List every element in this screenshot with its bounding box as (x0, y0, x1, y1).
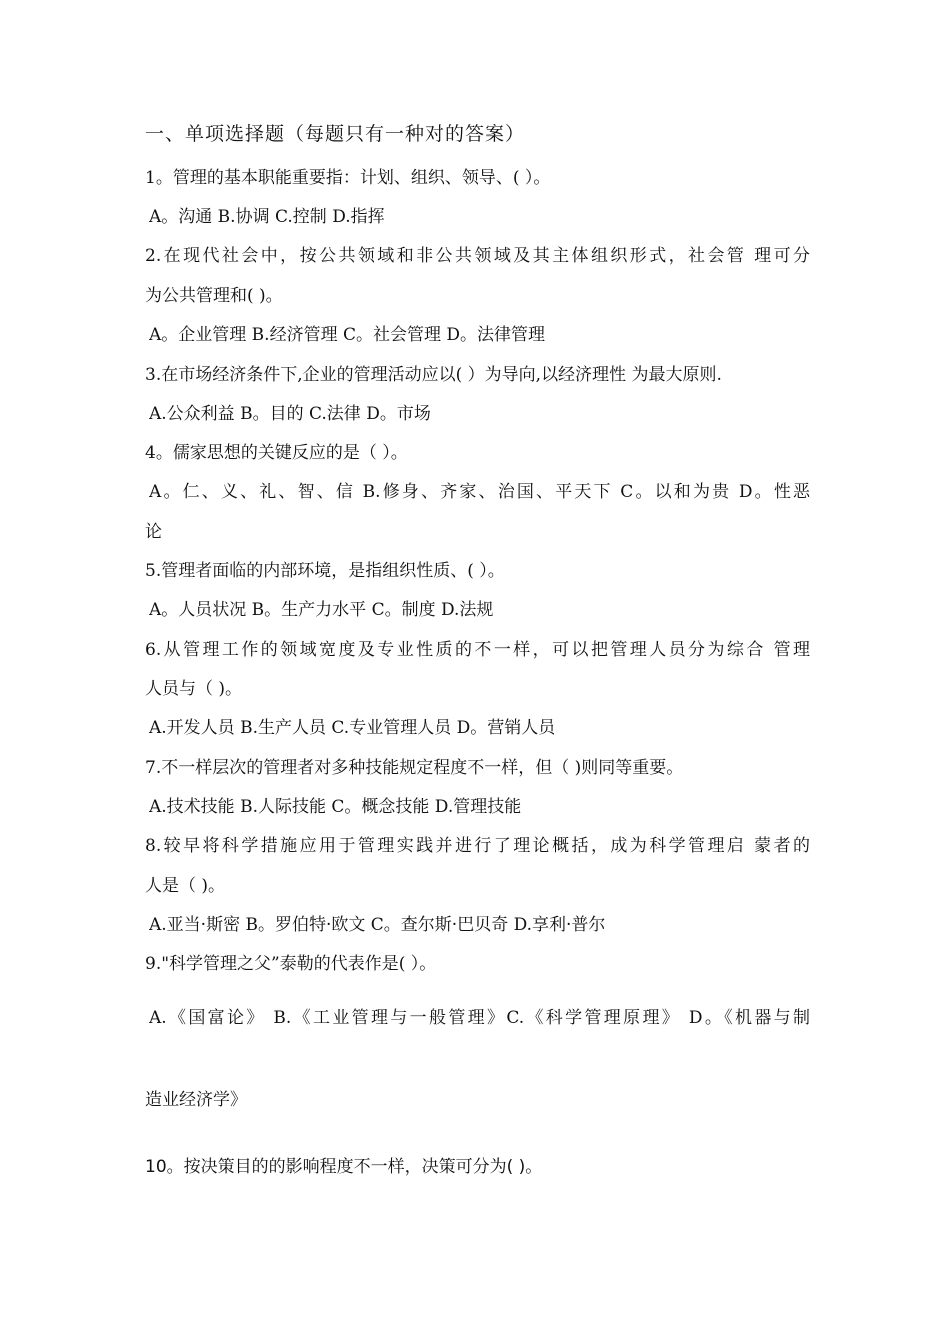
question-8-text-cont: 人是（ )。 (145, 876, 226, 896)
question-6-text: 6.从管理工作的领域宽度及专业性质的不一样，可以把管理人员分为综合 管理 (145, 640, 810, 660)
question-6-options: A.开发人员 B.生产人员 C.专业管理人员 D。营销人员 (149, 718, 556, 738)
question-2-options: A。企业管理 B.经济管理 C。社会管理 D。法律管理 (149, 325, 546, 345)
question-4-text: 4。儒家思想的关键反应的是（ ）。 (145, 443, 408, 463)
section-heading: 一、单项选择题（每题只有一种对的答案） (145, 123, 526, 145)
question-6-text-cont: 人员与（ )。 (145, 679, 243, 699)
question-8-options: A.亚当·斯密 B。罗伯特·欧文 C。查尔斯·巴贝奇 D.享利·普尔 (149, 915, 606, 935)
question-4-options: A。仁、义、礼、智、信 B.修身、齐家、治国、平天下 C。以和为贵 D。性恶 (149, 482, 810, 502)
question-1-text: 1。管理的基本职能重要指：计划、组织、领导、( ）。 (145, 168, 551, 188)
question-7-options: A.技术技能 B.人际技能 C。概念技能 D.管理技能 (149, 797, 522, 817)
question-7-text: 7.不一样层次的管理者对多种技能规定程度不一样，但（ )则同等重要。 (145, 758, 684, 778)
question-2-text: 2.在现代社会中，按公共领域和非公共领域及其主体组织形式，社会管 理可分 (145, 246, 810, 266)
question-1-options: A。沟通 B.协调 C.控制 D.指挥 (149, 207, 385, 227)
question-5-options: A。人员状况 B。生产力水平 C。制度 D.法规 (149, 600, 494, 620)
question-9-text: 9."科学管理之父”泰勒的代表作是( ）。 (145, 954, 437, 974)
question-9-options-cont: 造业经济学》 (145, 1090, 247, 1110)
question-3-options: A.公众利益 B。目的 C.法律 D。市场 (149, 404, 431, 424)
question-2-text-cont: 为公共管理和( )。 (145, 286, 283, 306)
question-9-options: A.《国富论》 B.《工业管理与一般管理》C.《科学管理原理》 D。《机器与制 (149, 1008, 810, 1028)
question-3-text: 3.在市场经济条件下,企业的管理活动应以( ）为导向,以经济理性 为最大原则. (145, 365, 722, 385)
question-8-text: 8.较早将科学措施应用于管理实践并进行了理论概括，成为科学管理启 蒙者的 (145, 836, 810, 856)
question-5-text: 5.管理者面临的内部环境，是指组织性质、( ）。 (145, 561, 505, 581)
question-10-text: 10。按决策目的的影响程度不一样，决策可分为( )。 (145, 1157, 543, 1177)
question-4-options-cont: 论 (145, 522, 162, 542)
